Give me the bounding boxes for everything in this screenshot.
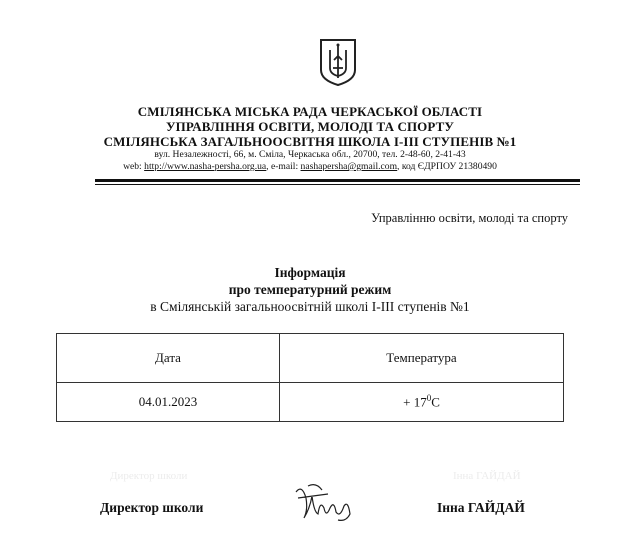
handwritten-signature-icon <box>288 478 358 528</box>
email-link[interactable]: nashapersha@gmail.com <box>300 161 398 172</box>
date-cell: 04.01.2023 <box>57 383 280 422</box>
table-header-row <box>57 334 564 383</box>
contacts-line <box>0 161 620 173</box>
department-name: УПРАВЛІННЯ ОСВІТИ, МОЛОДІ ТА СПОРТУ <box>166 119 454 134</box>
web-label: web: <box>123 161 142 172</box>
council-name: СМІЛЯНСЬКА МІСЬКА РАДА ЧЕРКАСЬКОЇ ОБЛАСТІ <box>137 104 483 119</box>
temperature-table <box>56 333 564 422</box>
addressee: Управлінню освіти, молоді та спорту <box>371 211 568 225</box>
signatory-name: Інна ГАЙДАЙ <box>437 500 525 515</box>
bleed-through-right: Інна ГАЙДАЙ <box>453 470 521 482</box>
email-label: , e-mail: <box>266 161 299 172</box>
edrpou-code: , код ЄДРПОУ 21380490 <box>397 161 497 172</box>
table-row <box>57 383 564 422</box>
date-column-header: Дата <box>57 334 280 383</box>
header-divider-thin <box>95 184 580 185</box>
header-divider-thick <box>95 179 580 182</box>
school-name: СМІЛЯНСЬКА ЗАГАЛЬНООСВІТНЯ ШКОЛА І-ІІІ СТУПЕНІВ №1 <box>103 134 517 149</box>
temperature-unit: С <box>431 394 440 410</box>
document-scope: в Смілянській загальноосвітній школі І-ІІІ ступенів №1 <box>150 299 470 314</box>
degree-superscript: 0 <box>426 393 432 404</box>
website-link[interactable]: http://www.nasha-persha.org.ua <box>144 161 267 172</box>
coat-of-arms-icon <box>318 38 358 86</box>
temperature-cell <box>280 383 564 422</box>
temperature-column-header: Температура <box>280 334 564 383</box>
signatory-role: Директор школи <box>100 500 204 515</box>
bleed-through-left: Директор школи <box>110 470 188 482</box>
temperature-value: + 17 <box>403 394 427 410</box>
document-title: Інформація <box>274 265 346 280</box>
document-subtitle: про температурний режим <box>228 282 392 297</box>
school-address: вул. Незалежності, 66, м. Сміла, Черкаська обл., 20700, тел. 2-48-60, 2-41-43 <box>154 149 466 160</box>
